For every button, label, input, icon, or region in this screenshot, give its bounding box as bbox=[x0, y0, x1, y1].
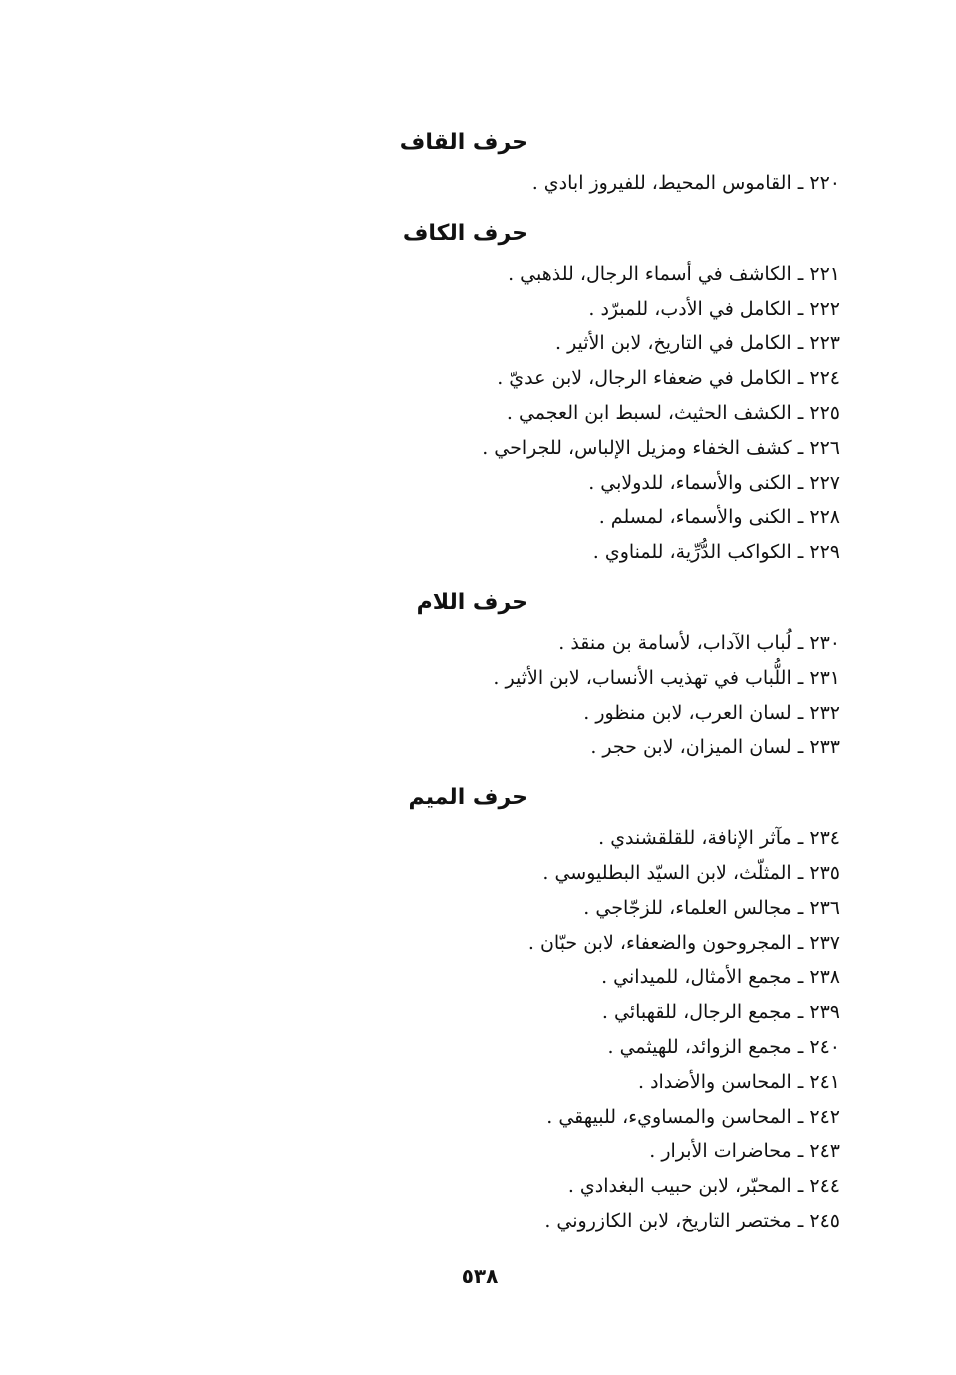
section-mim bbox=[320, 775, 840, 1239]
list-item: ٢٤٠ ـ مجمع الزوائد، للهيثمي . bbox=[607, 1035, 840, 1058]
list-item: ٢٢٠ ـ القاموس المحيط، للفيروز ابادي . bbox=[531, 172, 840, 194]
list-item: ٢٤٣ ـ محاضرات الأبرار . bbox=[649, 1140, 840, 1163]
list-item: ٢٣٨ ـ مجمع الأمثال، للميداني . bbox=[601, 966, 840, 989]
spacer bbox=[320, 765, 840, 775]
list-item: ٢٢١ ـ الكاشف في أسماء الرجال، للذهبي . bbox=[508, 262, 840, 285]
section-qaf bbox=[320, 120, 840, 201]
section-lam bbox=[320, 580, 840, 765]
list-item: ٢٣١ ـ اللُّباب في تهذيب الأنساب، لابن الأثير . bbox=[493, 666, 840, 689]
list-item: ٢٣٩ ـ مجمع الرجال، للقهبائي . bbox=[601, 1001, 840, 1024]
section-kaf bbox=[320, 211, 840, 570]
list-item: ٢٢٥ ـ الكشف الحثيث، لسبط ابن العجمي . bbox=[506, 401, 840, 424]
list-item: ٢٣٧ ـ المجروحون والضعفاء، لابن حبّان . bbox=[527, 931, 840, 954]
list-item: ٢٤٢ ـ المحاسن والمساويء، للبيهقي . bbox=[546, 1105, 840, 1128]
list-item: ٢٤٤ ـ المحبّر، لابن حبيب البغدادي . bbox=[567, 1175, 840, 1198]
spacer bbox=[320, 570, 840, 580]
list-item: ٢٤١ ـ المحاسن والأضداد . bbox=[637, 1070, 840, 1093]
list-item: ٢٢٣ ـ الكامل في التاريخ، لابن الأثير . bbox=[554, 332, 840, 355]
list-item: ٢٢٩ ـ الكواكب الدُّرِّية، للمناوي . bbox=[592, 541, 840, 564]
list-item: ٢٣٦ ـ مجالس العلماء، للزجّاجي . bbox=[583, 896, 840, 919]
list-item: ٢٢٧ ـ الكنى والأسماء، للدولابي . bbox=[588, 471, 840, 494]
list-item: ٢٣٥ ـ المثلّث، لابن السيّد البطليوسي . bbox=[542, 861, 840, 884]
bibliography-list bbox=[320, 120, 840, 1239]
section-heading: حرف القاف bbox=[399, 130, 528, 155]
list-item: ٢٤٥ ـ مختصر التاريخ، لابن الكازروني . bbox=[544, 1209, 840, 1232]
list-item: ٢٢٢ ـ الكامل في الأدب، للمبرّد . bbox=[588, 297, 840, 320]
list-item: ٢٢٤ ـ الكامل في ضعفاء الرجال، لابن عديّ . bbox=[497, 367, 840, 390]
list-item: ٢٣٠ ـ لُباب الآداب، لأسامة بن منقذ . bbox=[558, 631, 840, 654]
section-heading: حرف الميم bbox=[408, 785, 528, 811]
spacer bbox=[320, 201, 840, 211]
page-number: ٥٣٨ bbox=[461, 1264, 499, 1288]
list-item: ٢٢٦ ـ كشف الخفاء ومزيل الإلباس، للجراحي . bbox=[482, 436, 840, 459]
list-item: ٢٣٢ ـ لسان العرب، لابن منظور . bbox=[583, 701, 840, 724]
list-item: ٢٣٤ ـ مآثر الإنافة، للقلقشندي . bbox=[598, 827, 840, 850]
list-item: ٢٢٨ ـ الكنى والأسماء، لمسلم . bbox=[598, 506, 840, 529]
section-heading: حرف الكاف bbox=[402, 220, 528, 246]
list-item: ٢٣٣ ـ لسان الميزان، لابن حجر . bbox=[590, 736, 840, 759]
section-heading: حرف اللام bbox=[416, 589, 528, 615]
